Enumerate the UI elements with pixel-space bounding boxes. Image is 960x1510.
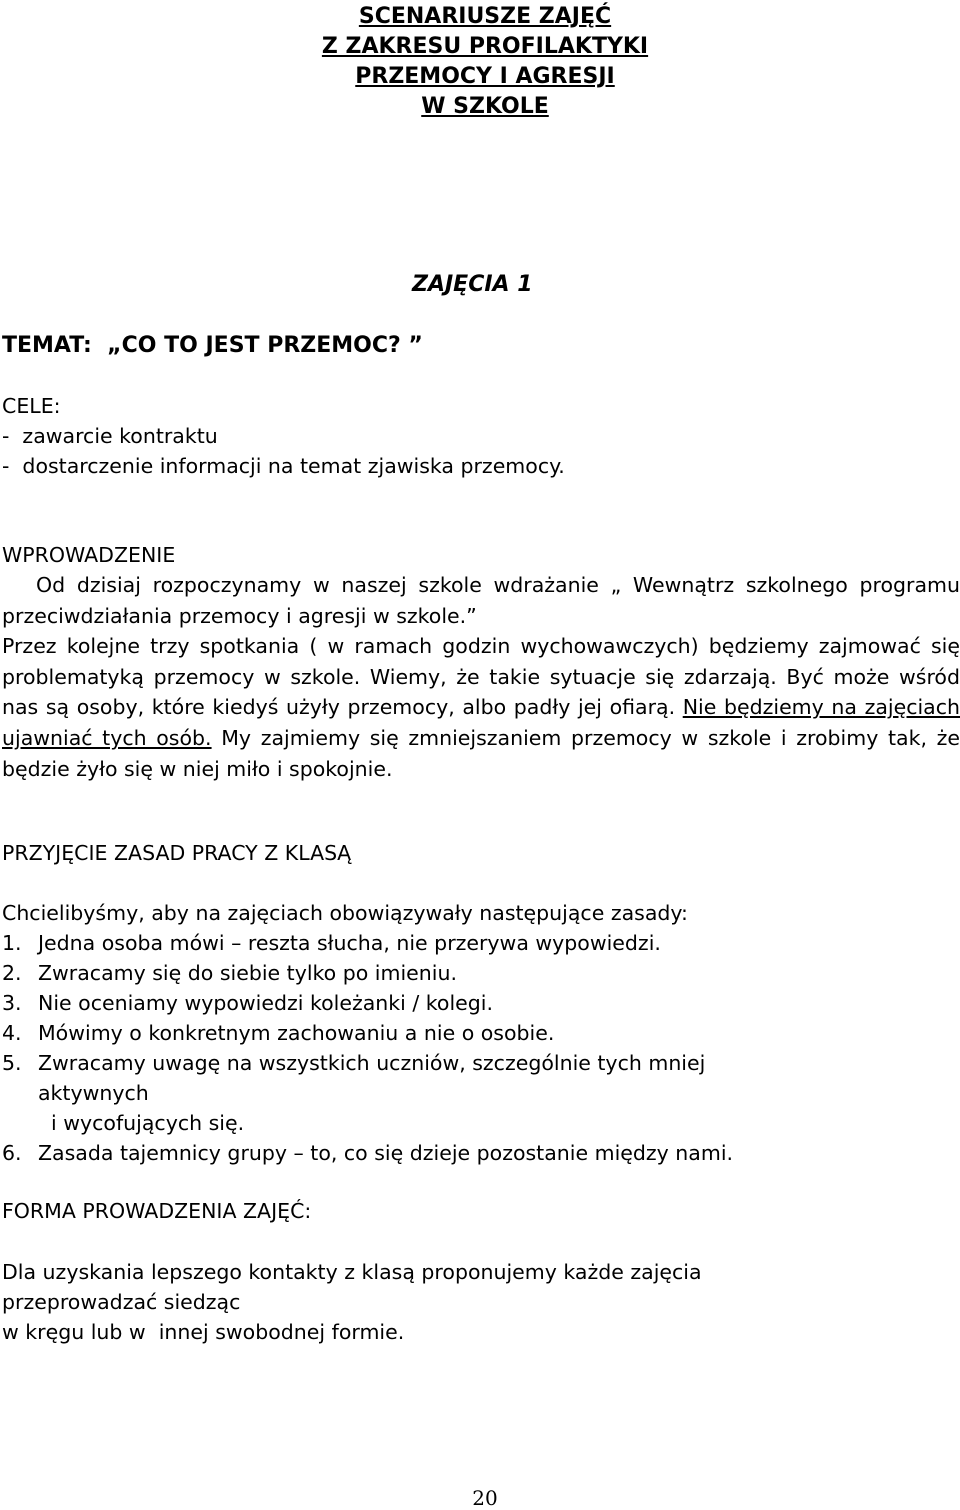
goal-item: - zawarcie kontraktu (2, 424, 218, 448)
list-text: aktywnych (38, 1081, 149, 1105)
title-line: W SZKOLE (421, 94, 549, 119)
list-text: i wycofujących się. (38, 1111, 245, 1135)
form-label: FORMA PROWADZENIA ZAJĘĆ: (2, 1199, 312, 1223)
list-item (2, 1018, 932, 1048)
list-text: Zasada tajemnicy grupy – to, co się dzieje pozostanie między nami. (38, 1141, 734, 1165)
list-text: Nie oceniamy wypowiedzi koleżanki / kolegi. (38, 991, 493, 1015)
form-line: przeprowadzać siedząc (2, 1290, 241, 1314)
list-text: Zwracamy uwagę na wszystkich uczniów, szczególnie tych mniej (38, 1051, 706, 1075)
form-line: Dla uzyskania lepszego kontakty z klasą proponujemy każde zajęcia (2, 1260, 702, 1284)
goal-item: - dostarczenie informacji na temat zjawiska przemocy. (2, 454, 565, 478)
list-number: 2. (2, 961, 22, 985)
document-title (0, 2, 960, 122)
list-number: 3. (2, 991, 22, 1015)
class-rules-intro: Chcielibyśmy, aby na zajęciach obowiązywały następujące zasady: (2, 901, 688, 925)
list-number: 5. (2, 1051, 22, 1075)
goals-label: CELE: (2, 394, 61, 418)
list-item (2, 928, 932, 958)
title-line: PRZEMOCY I AGRESJI (355, 64, 615, 89)
paragraph-text: Przez kolejne trzy spotkania ( w ramach godzin wychowawczych) będziemy zajmować się problematyką przemocy w szkole. Wiemy, że takie sytuacje się zdarzają. Być może wśród nas są osoby, które kiedyś użyły przemocy, albo padły jej ofiarą. (2, 634, 960, 720)
list-item (2, 1048, 932, 1138)
list-item (2, 958, 932, 988)
introduction-text (2, 570, 960, 784)
lesson-heading: ZAJĘCIA 1 (412, 272, 533, 297)
class-rules-label: PRZYJĘCIE ZASAD PRACY Z KLASĄ (2, 841, 352, 865)
introduction-label: WPROWADZENIE (2, 543, 176, 567)
introduction-paragraph (2, 631, 960, 784)
form-line: w kręgu lub w innej swobodnej formie. (2, 1320, 405, 1344)
list-number: 1. (2, 931, 22, 955)
list-number: 6. (2, 1141, 22, 1165)
class-rules-list (2, 928, 932, 1168)
list-text: Zwracamy się do siebie tylko po imieniu. (38, 961, 457, 985)
paragraph-text: My zajmiemy się zmniejszaniem przemocy w szkole i zrobimy tak, że będzie żyło się w niej miło i spokojnie. (2, 725, 960, 781)
list-text: Mówimy o konkretnym zachowaniu a nie o osobie. (38, 1021, 555, 1045)
list-item (2, 988, 932, 1018)
page-number: 20 (472, 1486, 498, 1510)
list-text: Jedna osoba mówi – reszta słucha, nie przerywa wypowiedzi. (38, 931, 661, 955)
form-text (2, 1257, 702, 1347)
topic-heading: TEMAT: „CO TO JEST PRZEMOC? ” (2, 333, 423, 358)
introduction-paragraph: Od dzisiaj rozpoczynamy w naszej szkole wdrażanie „ Wewnątrz szkolnego programu przeciwdziałania przemocy i agresji w szkole.” (2, 573, 960, 628)
list-number: 4. (2, 1021, 22, 1045)
title-line: SCENARIUSZE ZAJĘĆ (358, 4, 612, 29)
underlined-statement: Nie będziemy na zajęciach ujawniać tych osób. (2, 695, 960, 750)
title-line: Z ZAKRESU PROFILAKTYKI (321, 34, 649, 59)
list-item (2, 1138, 932, 1168)
